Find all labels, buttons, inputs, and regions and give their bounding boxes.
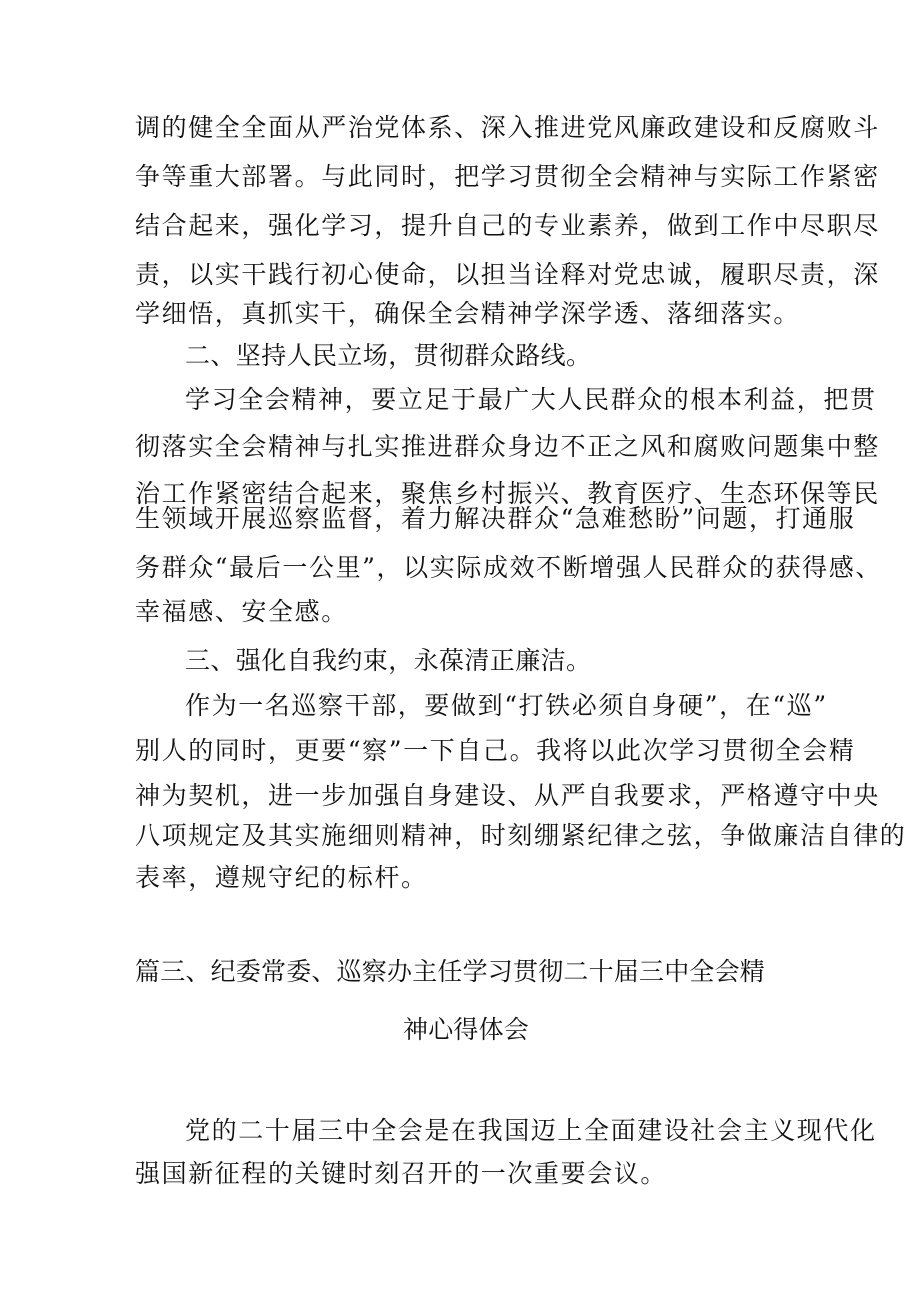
section-title-line-2: 神心得体会	[403, 1015, 530, 1044]
paragraph-line: 调的健全全面从严治党体系、深入推进党风廉政建设和反腐败斗	[135, 113, 880, 142]
paragraph-line: 责，以实干践行初心使命，以担当诠释对党忠诚，履职尽责，深	[135, 260, 880, 289]
paragraph-line: 结合起来，强化学习，提升自己的专业素养，做到工作中尽职尽	[135, 211, 880, 240]
paragraph-line: 神为契机，进一步加强自身建设、从严自我要求，严格遵守中央	[135, 781, 880, 810]
paragraph-line: 表率，遵规守纪的标杆。	[135, 863, 428, 892]
paragraph-line: 学习全会精神，要立足于最广大人民群众的根本利益，把贯	[185, 385, 877, 414]
section-title-line-1: 篇三、纪委常委、巡察办主任学习贯彻二十届三中全会精	[135, 957, 766, 986]
paragraph-line: 幸福感、安全感。	[135, 597, 348, 626]
paragraph-line: 务群众“最后一公里”，以实际成效不断增强人民群众的获得感、	[135, 553, 882, 582]
section-heading-3: 三、强化自我约束，永葆清正廉洁。	[185, 646, 592, 675]
paragraph-line: 学细悟，真抓实干，确保全会精神学深学透、落细落实。	[135, 299, 801, 328]
paragraph-line: 争等重大部署。与此同时，把学习贯彻全会精神与实际工作紧密	[135, 162, 880, 191]
paragraph-line: 治工作紧密结合起来，聚焦乡村振兴、教育医疗、生态环保等民	[135, 479, 880, 508]
paragraph-line: 生领域开展巡察监督，着力解决群众“急难愁盼”问题，打通服	[135, 504, 856, 533]
paragraph-line: 彻落实全会精神与扎实推进群众身边不正之风和腐败问题集中整	[135, 432, 880, 461]
section-heading-2: 二、坚持人民立场，贯彻群众路线。	[185, 341, 592, 370]
paragraph-line: 别人的同时，更要“察”一下自己。我将以此次学习贯彻全会精	[135, 736, 856, 765]
paragraph-line: 强国新征程的关键时刻召开的一次重要会议。	[135, 1159, 668, 1188]
paragraph-line: 党的二十届三中全会是在我国迈上全面建设社会主义现代化	[185, 1116, 877, 1145]
paragraph-line: 八项规定及其实施细则精神，时刻绷紧纪律之弦，争做廉洁自律的	[135, 821, 907, 850]
paragraph-line: 作为一名巡察干部，要做到“打铁必须自身硬”，在“巡”	[185, 691, 828, 720]
